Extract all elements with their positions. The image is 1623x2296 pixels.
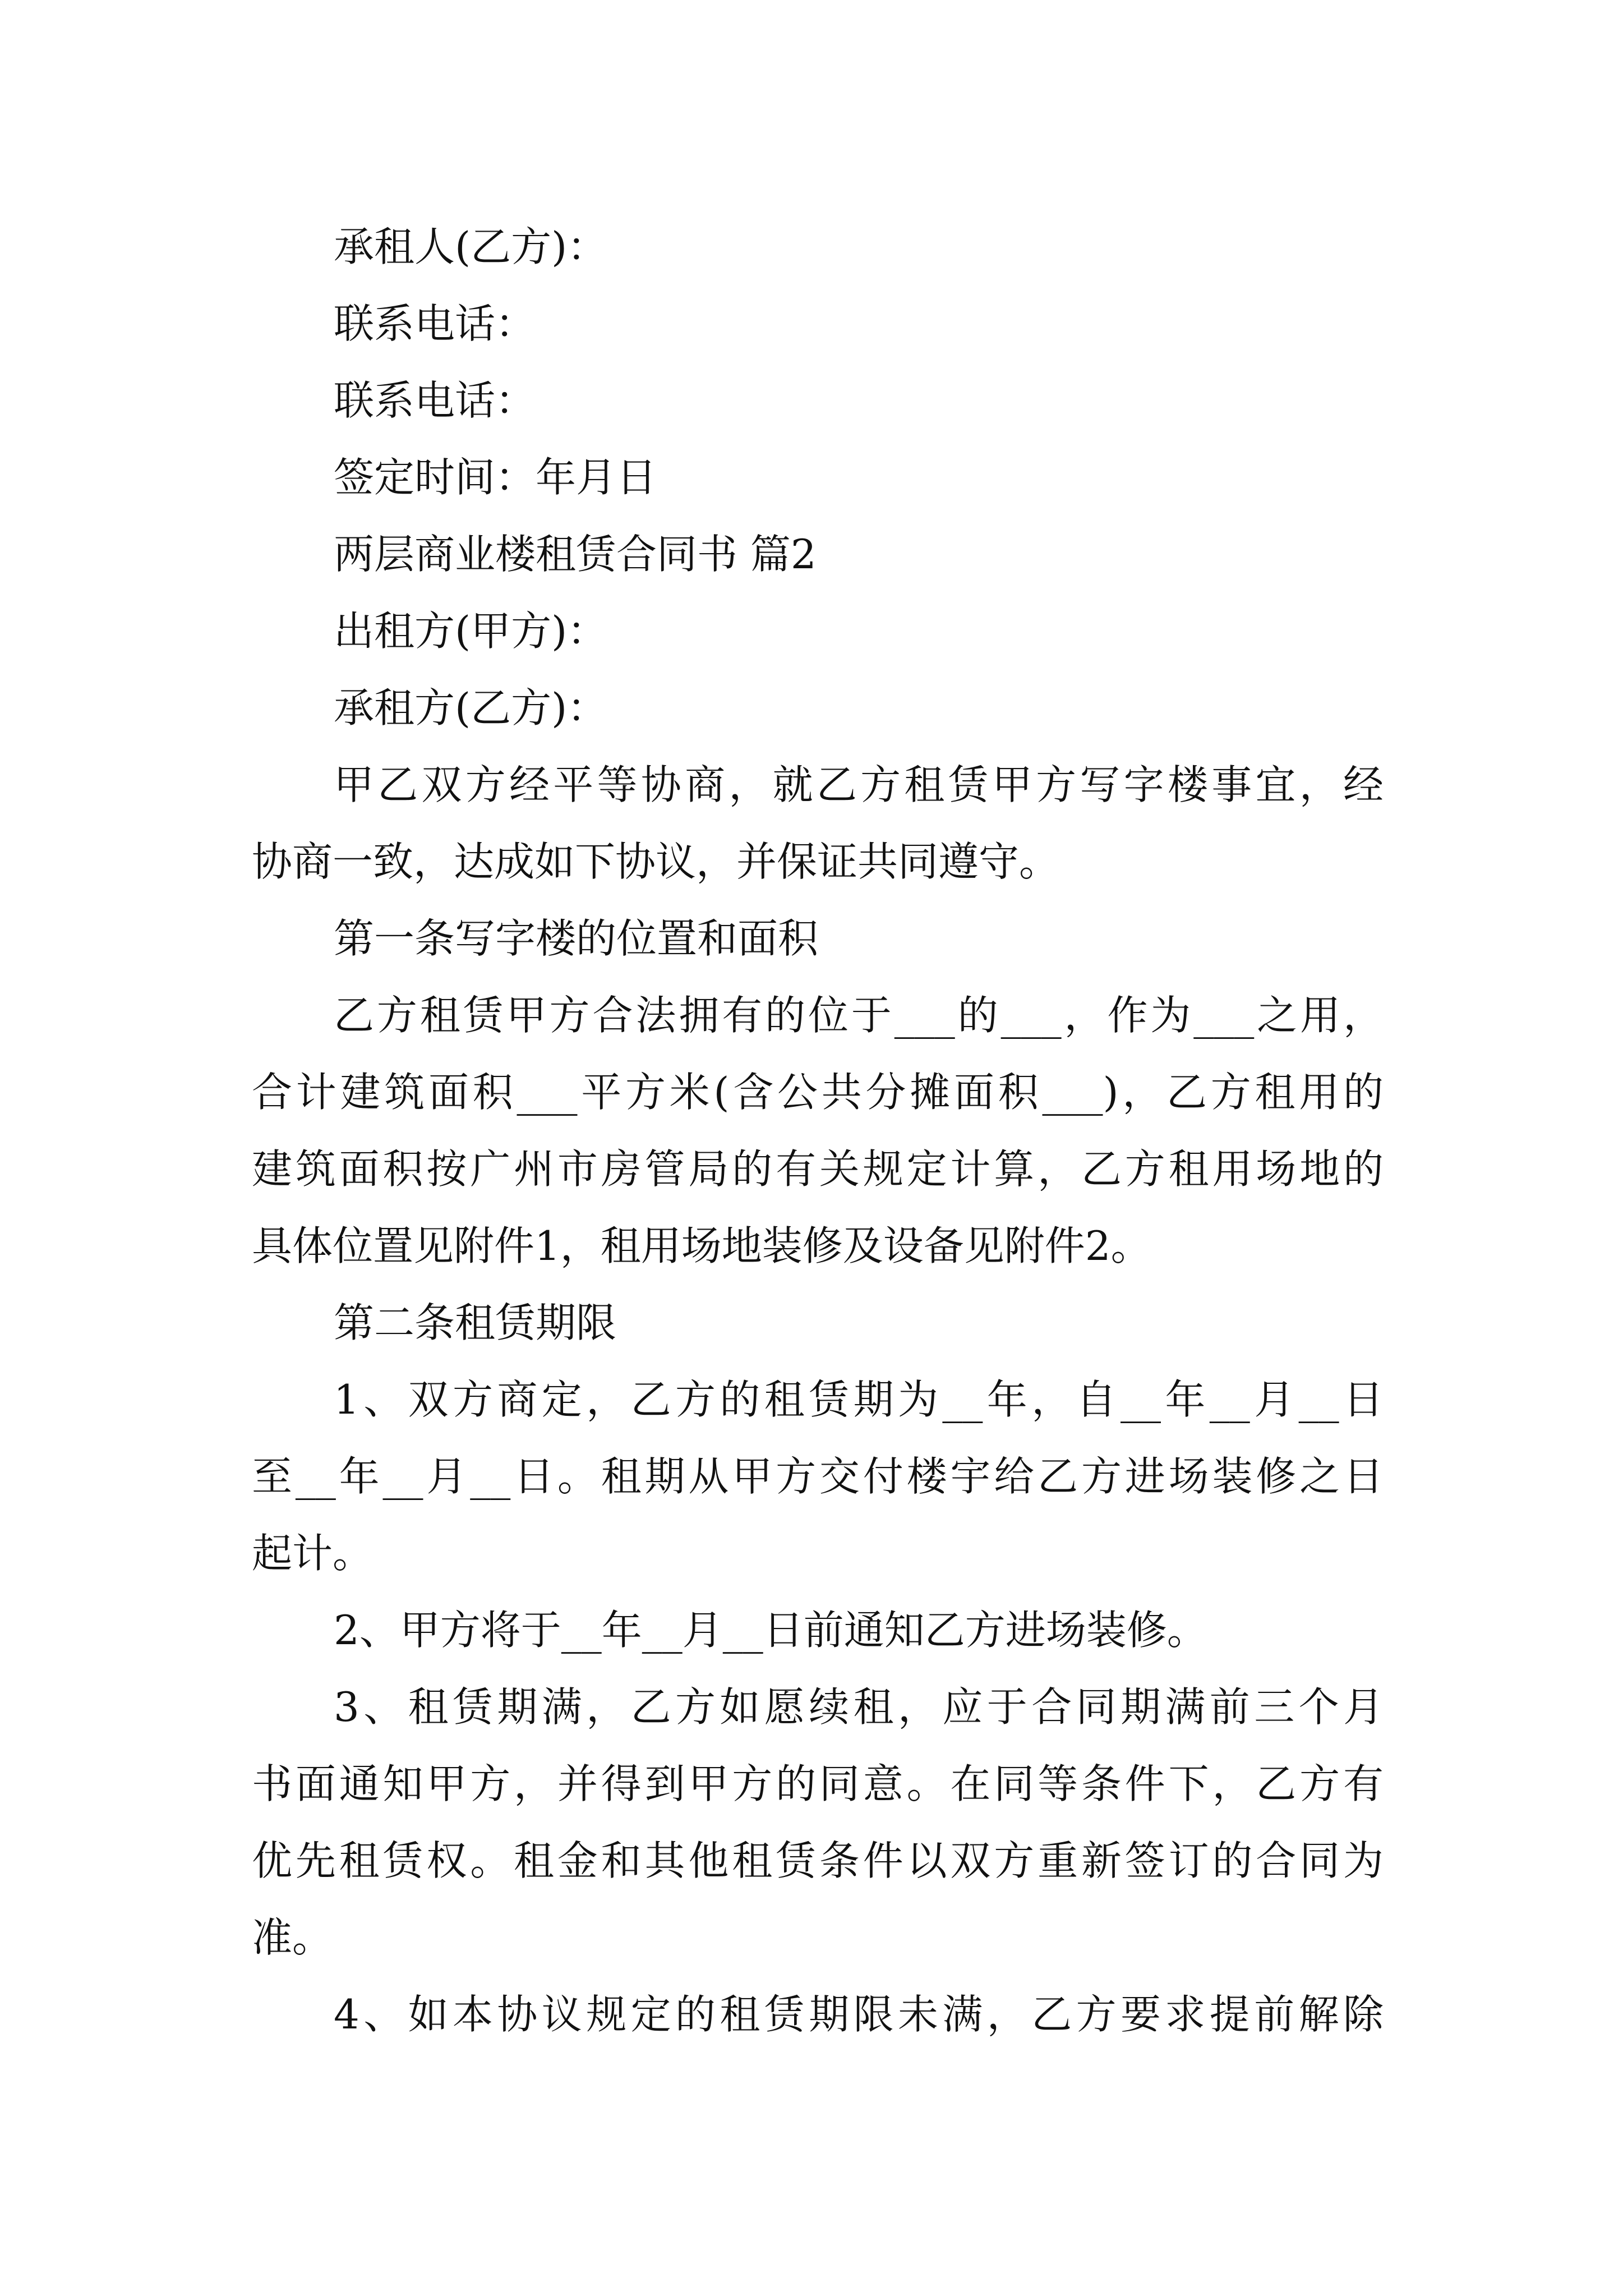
contact-phone-line: 联系电话： (334, 300, 536, 347)
contact-phone-line: 联系电话： (334, 377, 536, 424)
paragraph-line: 优先租赁权。租金和其他租赁条件以双方重新签订的合同为 (252, 1837, 1384, 1884)
tenant-label: 承租人(乙方)： (334, 223, 608, 270)
article-heading: 第二条租赁期限 (334, 1299, 617, 1346)
paragraph-line: 建筑面积按广州市房管局的有关规定计算，乙方租用场地的 (252, 1145, 1384, 1193)
document-body (252, 209, 1384, 2053)
paragraph-line: 4、如本协议规定的租赁期限未满，乙方要求提前解除 (334, 1991, 1384, 2038)
paragraph-line: 具体位置见附件1，租用场地装修及设备见附件2。 (252, 1222, 1151, 1269)
article-heading: 第一条写字楼的位置和面积 (334, 915, 819, 962)
paragraph-line: 2、甲方将于__年__月__日前通知乙方进场装修。 (334, 1607, 1207, 1654)
paragraph-line: 至__年__月__日。租期从甲方交付楼宇给乙方进场装修之日 (252, 1453, 1384, 1500)
lessor-label: 出租方(甲方)： (334, 608, 608, 655)
paragraph-line: 准。 (252, 1914, 333, 1961)
paragraph-line: 3、租赁期满，乙方如愿续租，应于合同期满前三个月 (334, 1683, 1384, 1731)
paragraph-line: 书面通知甲方，并得到甲方的同意。在同等条件下，乙方有 (252, 1760, 1384, 1807)
signing-date-line: 签定时间：年月日 (334, 454, 657, 501)
paragraph-line: 乙方租赁甲方合法拥有的位于___的___，作为___之用， (334, 992, 1384, 1039)
paragraph-line: 合计建筑面积___平方米(含公共分摊面积___)，乙方租用的 (252, 1069, 1384, 1116)
paragraph-line: 起计。 (252, 1530, 374, 1577)
section-title: 两层商业楼租赁合同书 篇2 (334, 531, 817, 578)
lessee-label: 承租方(乙方)： (334, 684, 608, 731)
paragraph-line: 协商一致，达成如下协议，并保证共同遵守。 (252, 838, 1060, 885)
paragraph-line: 1、双方商定，乙方的租赁期为__年，自__年__月__日 (334, 1376, 1384, 1423)
paragraph-line: 甲乙双方经平等协商，就乙方租赁甲方写字楼事宜，经 (334, 761, 1384, 808)
